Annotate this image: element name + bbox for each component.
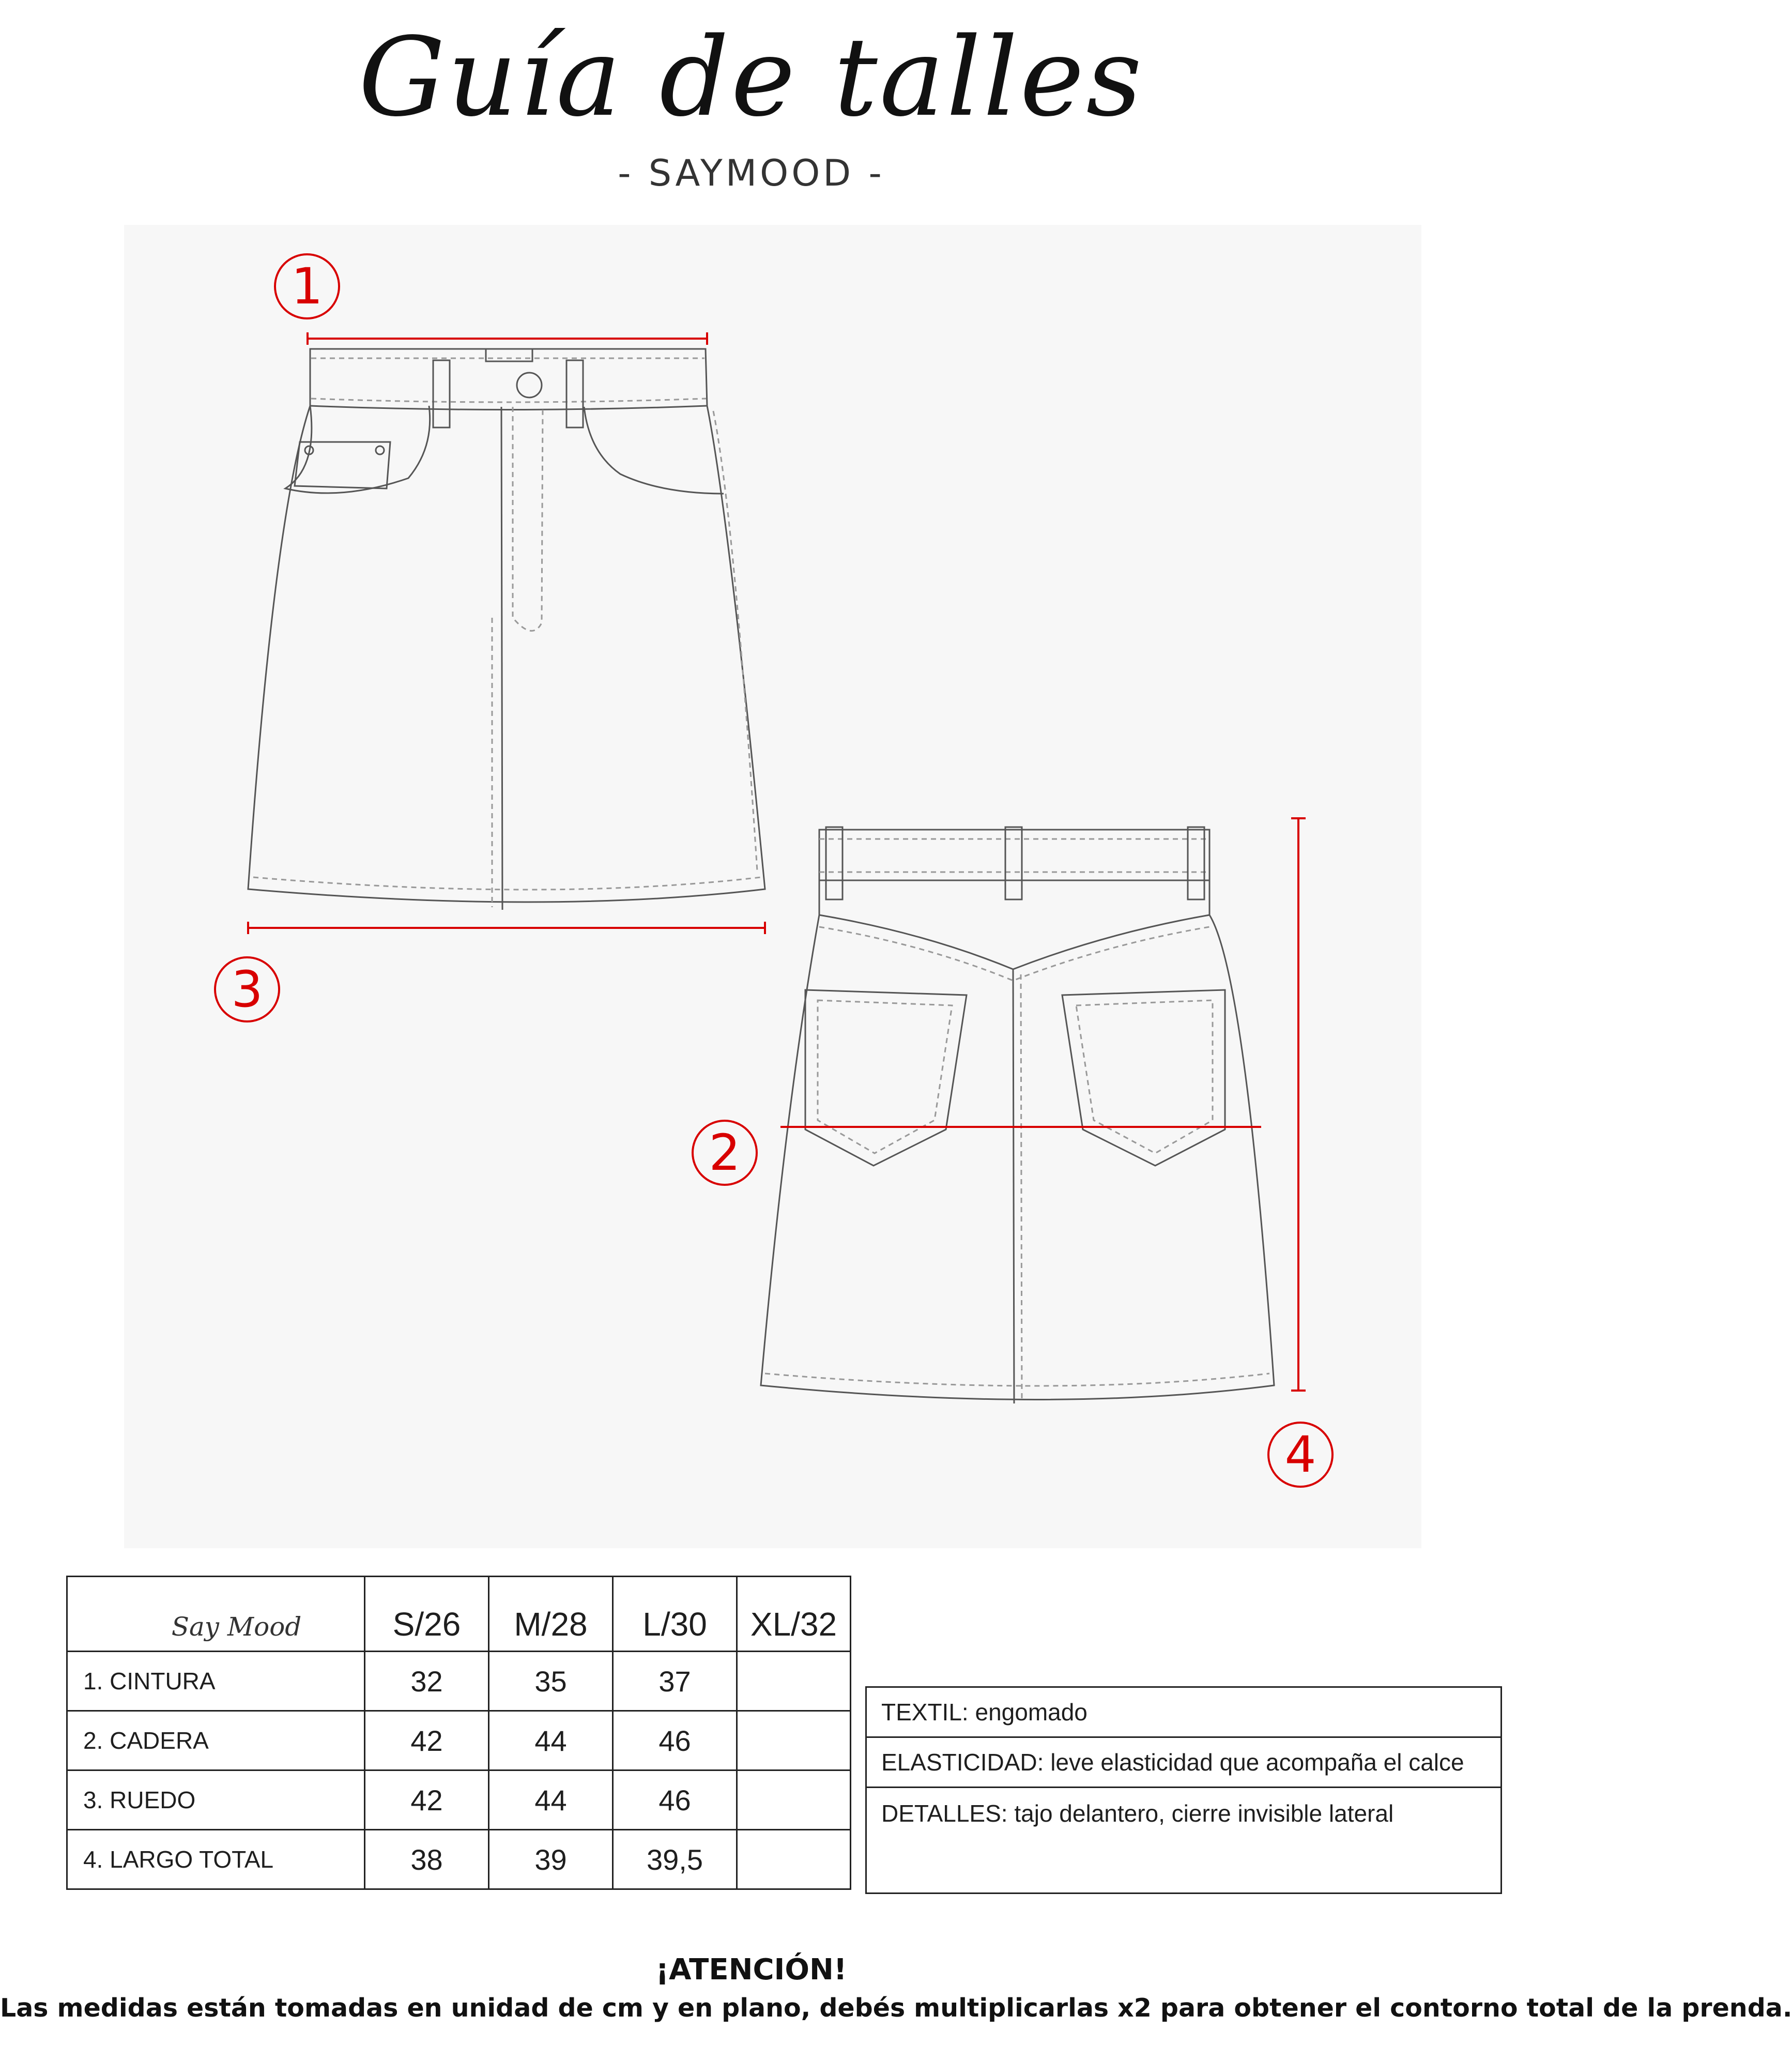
- attention-title: ¡ATENCIÓN!: [655, 1953, 847, 1987]
- measure-waist-line: [308, 332, 707, 345]
- table-cell: 46: [613, 1770, 737, 1830]
- front-pocket-right: [584, 407, 724, 494]
- front-skirt-outline: [248, 349, 765, 902]
- brand-subtitle: - SAYMOOD -: [618, 152, 885, 194]
- logo-cell: [67, 1577, 365, 1652]
- marker-2: 2: [692, 1120, 758, 1186]
- table-cell: 42: [365, 1711, 489, 1770]
- size-header: XL/32: [737, 1577, 851, 1652]
- detail-detalles: DETALLES: tajo delantero, cierre invisible lateral: [866, 1788, 1502, 1894]
- center-back-stitch: [1021, 974, 1022, 1401]
- size-header: L/30: [613, 1577, 737, 1652]
- back-waistband-stitch: [819, 839, 1209, 872]
- front-waistband-stitch: [311, 358, 706, 402]
- table-cell: 32: [365, 1652, 489, 1711]
- table-cell: 39,5: [613, 1830, 737, 1889]
- marker-4: 4: [1267, 1422, 1334, 1488]
- table-row: [67, 1830, 851, 1889]
- size-table: [66, 1576, 851, 1890]
- fly-top: [486, 349, 532, 361]
- back-pocket-left: [805, 990, 967, 1166]
- table-cell: 44: [489, 1711, 613, 1770]
- table-cell: 39: [489, 1830, 613, 1889]
- table-cell: 42: [365, 1770, 489, 1830]
- belt-loop-right: [566, 360, 583, 428]
- back-yoke: [819, 915, 1209, 969]
- size-header-row: [67, 1577, 851, 1652]
- table-cell: 46: [613, 1711, 737, 1770]
- marker-3: 3: [214, 956, 280, 1022]
- table-cell: [737, 1830, 851, 1889]
- row-label: 4. LARGO TOTAL: [67, 1830, 365, 1889]
- size-header: S/26: [365, 1577, 489, 1652]
- table-cell: 38: [365, 1830, 489, 1889]
- attention-text: Las medidas están tomadas en unidad de cm y en plano, debés multiplicarlas x2 para obtener el contorno total de la prenda.: [0, 1993, 1792, 2023]
- front-hem-stitch: [253, 877, 761, 890]
- back-loop-center: [1005, 827, 1022, 899]
- row-label: 2. CADERA: [67, 1711, 365, 1770]
- back-skirt-outline: [761, 830, 1274, 1400]
- size-header: M/28: [489, 1577, 613, 1652]
- table-cell: [737, 1652, 851, 1711]
- table-cell: 35: [489, 1652, 613, 1711]
- fly-stitch: [513, 407, 543, 631]
- front-button: [517, 373, 542, 398]
- front-skirt-drawing: [248, 349, 765, 910]
- back-loop-right: [1188, 827, 1204, 899]
- table-row: [67, 1652, 851, 1711]
- details-table: [865, 1686, 1502, 1894]
- table-cell: 44: [489, 1770, 613, 1830]
- row-label: 3. RUEDO: [67, 1770, 365, 1830]
- skirt-diagram: [124, 225, 1421, 1548]
- back-yoke-stitch: [819, 927, 1209, 981]
- detail-elasticidad: ELASTICIDAD: leve elasticidad que acompaña el calce: [866, 1737, 1502, 1788]
- table-cell: [737, 1711, 851, 1770]
- row-label: 1. CINTURA: [67, 1652, 365, 1711]
- center-back-seam: [1013, 969, 1014, 1403]
- table-cell: 37: [613, 1652, 737, 1711]
- saymood-logo: Say Mood: [171, 1612, 302, 1642]
- belt-loop-left: [433, 360, 450, 428]
- detail-textil: TEXTIL: engomado: [866, 1687, 1502, 1737]
- center-front-line: [501, 407, 502, 910]
- table-row: [67, 1711, 851, 1770]
- table-cell: [737, 1770, 851, 1830]
- marker-1: 1: [274, 253, 340, 319]
- measure-length-line: [1291, 818, 1306, 1391]
- back-pocket-right: [1062, 990, 1225, 1166]
- back-loop-left: [826, 827, 843, 899]
- table-row: [67, 1770, 851, 1830]
- front-waistband-line: [310, 406, 707, 410]
- measure-hem-line: [248, 922, 765, 934]
- back-hem-stitch: [765, 1373, 1269, 1386]
- back-skirt-drawing: [761, 827, 1274, 1403]
- page-title: Guía de talles: [358, 14, 1144, 141]
- front-pocket-left: [285, 406, 430, 493]
